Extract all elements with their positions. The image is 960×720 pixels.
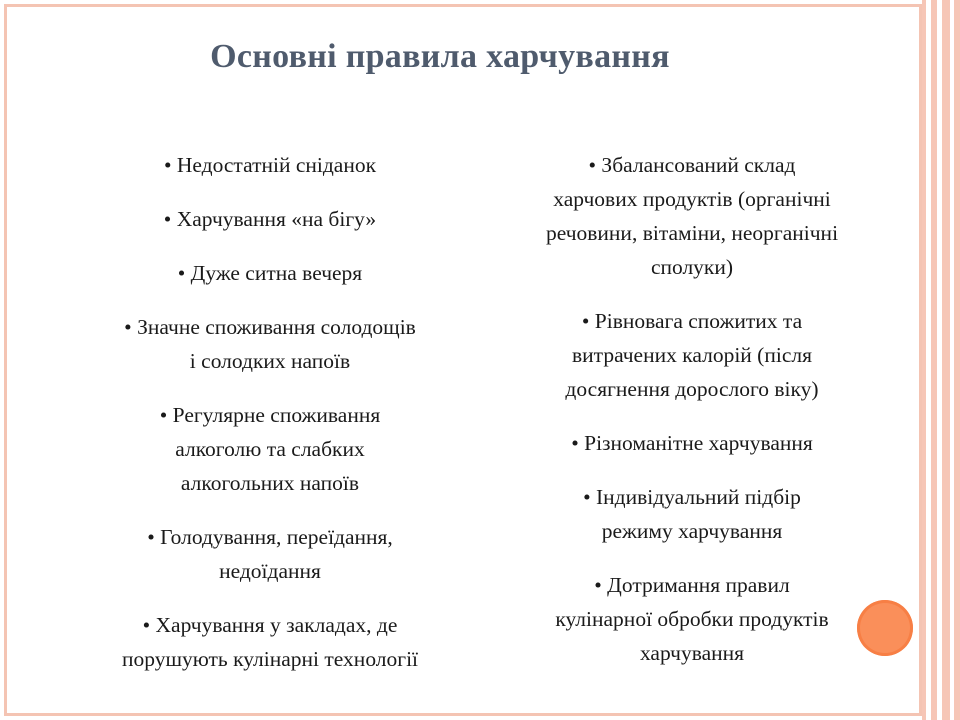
list-item: • Голодування, переїдання, недоїдання [147, 525, 393, 583]
list-item: • Значне споживання солодощів і солодких напоїв [124, 315, 416, 373]
list-item: • Дотримання правил кулінарної обробки продуктів харчування [555, 573, 829, 665]
list-item: • Індивідуальний підбір режиму харчування [583, 485, 801, 543]
list-item: • Збалансований склад харчових продуктів (органічні речовини, вітаміни, неорганічні сполуки) [545, 153, 839, 279]
left-column [50, 148, 490, 696]
list-item: • Недостатній сніданок [163, 153, 377, 177]
decorative-circle [857, 600, 913, 656]
list-item: • Дуже ситна вечеря [177, 261, 363, 285]
list-item: • Харчування у закладах, де порушують кулінарні технології [121, 613, 419, 671]
list-item: • Рівновага спожитих та витрачених калорій (після досягнення дорослого віку) [565, 309, 819, 401]
right-column [470, 148, 914, 690]
list-item: • Регулярне споживання алкоголю та слабких алкогольних напоїв [159, 403, 381, 495]
list-item: • Харчування «на бігу» [163, 207, 377, 231]
decorative-stripes [922, 0, 960, 720]
list-item: • Різноманітне харчування [571, 431, 813, 455]
slide-title: Основні правила харчування [210, 38, 670, 75]
